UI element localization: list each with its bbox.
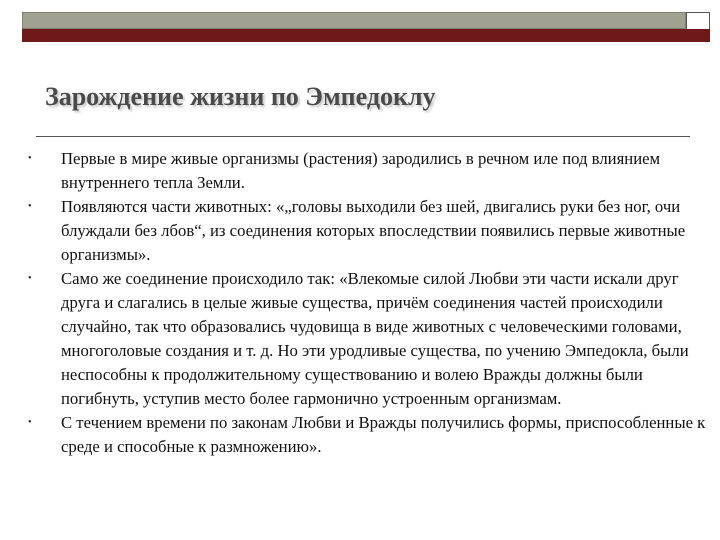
header-bar-red xyxy=(22,29,710,42)
bullet-dot-icon: • xyxy=(28,153,32,164)
bullet-text: Первые в мире живые организмы (растения) зародились в речном иле под влиянием внутреннего тепла Земли. xyxy=(61,149,661,192)
bullet-dot-icon: • xyxy=(28,417,32,428)
bullet-text: С течением времени по законам Любви и Вражды получились формы, приспособленные к среде и способные к размножению». xyxy=(61,413,706,456)
title-divider xyxy=(36,136,690,137)
header-bar-gray xyxy=(22,12,686,29)
bullet-item xyxy=(28,411,712,459)
bullet-text: Само же соединение происходило так: «Влекомые силой Любви эти части искали друг друга и слагались в целые живые существа, причём соединения частей происходили случайно, так что образовались чудовища в виде животных с человеческими головами, многоголовые создания и т. д. Но эти уродливые существа, по учению Эмпедокла, были неспособны к продолжительному существованию и волею Вражды должны были погибнуть, уступив место более гармонично устроенным организмам. xyxy=(61,269,689,408)
bullet-list xyxy=(28,147,712,459)
bullet-item xyxy=(28,267,712,411)
bullet-dot-icon: • xyxy=(28,273,32,284)
bullet-item xyxy=(28,195,712,267)
bullet-text: Появляются части животных: «„головы выходили без шей, двигались руки без ног, очи блуждали без лбов“, из соединения которых впоследствии появились первые животные организмы». xyxy=(61,197,686,264)
header-decoration xyxy=(22,12,710,42)
bullet-dot-icon: • xyxy=(28,201,32,212)
slide-title: Зарождение жизни по Эмпедоклу xyxy=(45,82,436,111)
bullet-item xyxy=(28,147,712,195)
